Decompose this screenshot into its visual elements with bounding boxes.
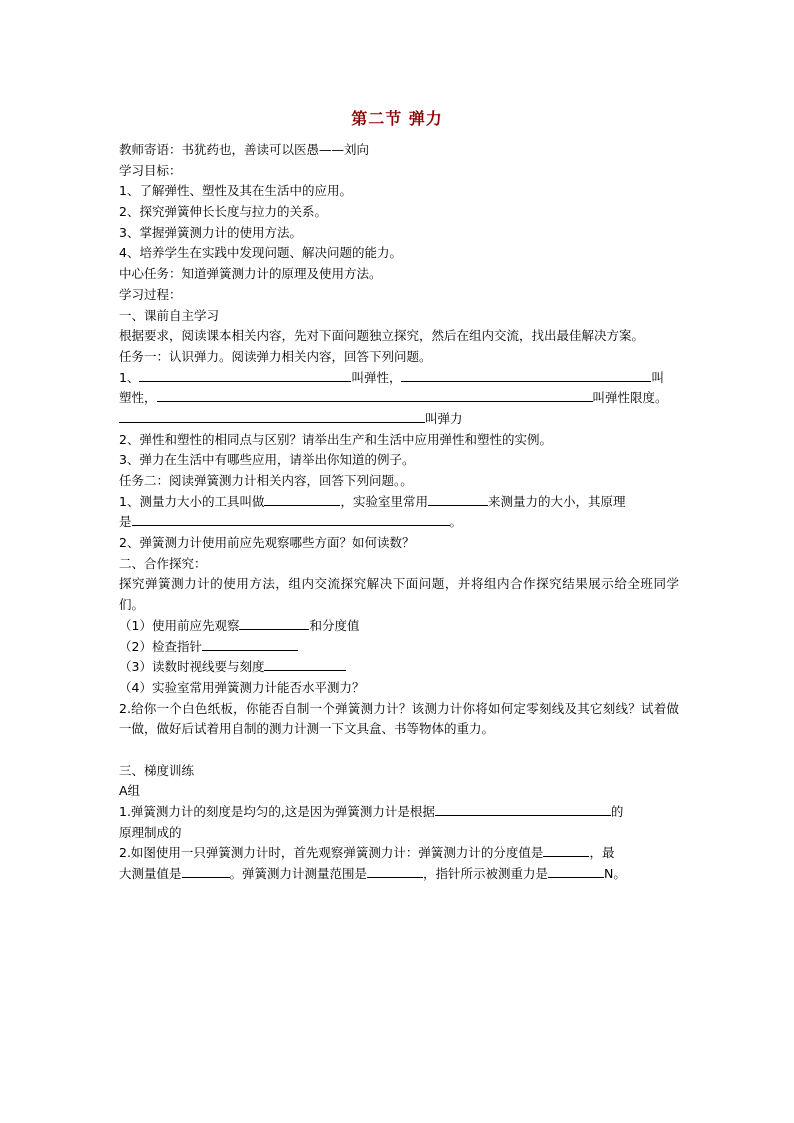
- answer-blank[interactable]: [401, 368, 651, 382]
- practice-question2-line1: 2.如图使用一只弹簧测力计时，首先观察弹簧测力计：弹簧测力计的分度值是 ，最: [119, 845, 615, 861]
- goal-item: 3、掌握弹簧测力计的使用方法。: [119, 224, 302, 240]
- task2-question2: 2、弹簧测力计使用前应先观察哪些方面？如何读数？: [119, 535, 415, 551]
- task1-question1-line3: 叫弹力: [119, 409, 679, 430]
- answer-blank[interactable]: [428, 492, 488, 506]
- section1-intro: 根据要求，阅读课本相关内容，先对下面问题独立探究，然后在组内交流，找出最佳解决方案。: [119, 328, 645, 344]
- page-title: 第二节 弹力: [351, 109, 443, 128]
- answer-blank[interactable]: [543, 843, 589, 857]
- task1-question1-line1: 1、 叫弹性， 叫: [119, 369, 664, 385]
- task1-question1-line2: 塑性， 叫弹性限度。: [119, 390, 668, 406]
- goal-item: 1、了解弹性、塑性及其在生活中的应用。: [119, 183, 352, 199]
- explore-step4: （4）实验室常用弹簧测力计能否水平测力？: [119, 679, 365, 695]
- answer-blank[interactable]: [119, 409, 425, 423]
- practice-question1-line2: 原理制成的: [119, 824, 182, 840]
- core-task: 中心任务：知道弹簧测力计的原理及使用方法。: [119, 266, 382, 282]
- process-heading: 学习过程：: [119, 286, 182, 302]
- section1-heading: 一、课前自主学习: [119, 307, 220, 323]
- task2-question1-line2: 是 。: [119, 514, 463, 530]
- practice-question1-line1: 1.弹簧测力计的刻度是均匀的,这是因为弹簧测力计是根据 的: [119, 804, 624, 820]
- answer-blank[interactable]: [548, 864, 604, 878]
- explore-question2: 2.给你一个白色纸板，你能否自制一个弹簧测力计？该测力计你将如何定零刻线及其它刻线？试着做一做，做好后试着用自制的测力计测一下文具盒、书等物体的重力。: [119, 700, 679, 737]
- goal-item: 4、培养学生在实践中发现问题、解决问题的能力。: [119, 245, 402, 261]
- group-label: A组: [119, 783, 141, 799]
- practice-question2-line2: 大测量值是 。弹簧测力计测量范围是 ，指针所示被测重力是 N。: [119, 866, 626, 882]
- teacher-motto: 教师寄语：书犹药也，善读可以医愚——刘向: [119, 142, 370, 157]
- section2-intro: 探究弹簧测力计的使用方法，组内交流探究解决下面问题，并将组内合作探究结果展示给全班同学们。: [119, 576, 679, 613]
- spacer: [119, 740, 679, 761]
- task1-question2: 2、弹性和塑性的相同点与区别？请举出生产和生活中应用弹性和塑性的实例。: [119, 431, 552, 447]
- goals-heading: 学习目标：: [119, 162, 182, 178]
- answer-blank[interactable]: [264, 657, 346, 671]
- answer-blank[interactable]: [202, 637, 298, 651]
- answer-blank[interactable]: [435, 802, 611, 816]
- task1-heading: 任务一：认识弹力。阅读弹力相关内容，回答下列问题。: [119, 348, 432, 364]
- explore-step2: （2）检查指针: [119, 637, 679, 658]
- goal-item: 2、探究弹簧伸长长度与拉力的关系。: [119, 204, 327, 220]
- section2-heading: 二、合作探究：: [119, 555, 207, 571]
- document-body: [119, 140, 679, 885]
- task2-heading: 任务二：阅读弹簧测力计相关内容，回答下列问题。。: [119, 473, 413, 489]
- task2-question1-line1: 1、测量力大小的工具叫做 ，实验室里常用 来测量力的大小，其原理: [119, 493, 626, 509]
- answer-blank[interactable]: [239, 616, 309, 630]
- task1-question3: 3、弹力在生活中有哪些应用，请举出你知道的例子。: [119, 452, 415, 468]
- answer-blank[interactable]: [182, 864, 230, 878]
- explore-step1: （1）使用前应先观察 和分度值: [119, 617, 360, 633]
- explore-step3: （3）读数时视线要与刻度: [119, 657, 679, 678]
- answer-blank[interactable]: [264, 492, 340, 506]
- section3-heading: 三、梯度训练: [119, 762, 195, 778]
- answer-blank[interactable]: [139, 368, 351, 382]
- answer-blank[interactable]: [132, 512, 450, 526]
- answer-blank[interactable]: [367, 864, 423, 878]
- answer-blank[interactable]: [157, 388, 593, 402]
